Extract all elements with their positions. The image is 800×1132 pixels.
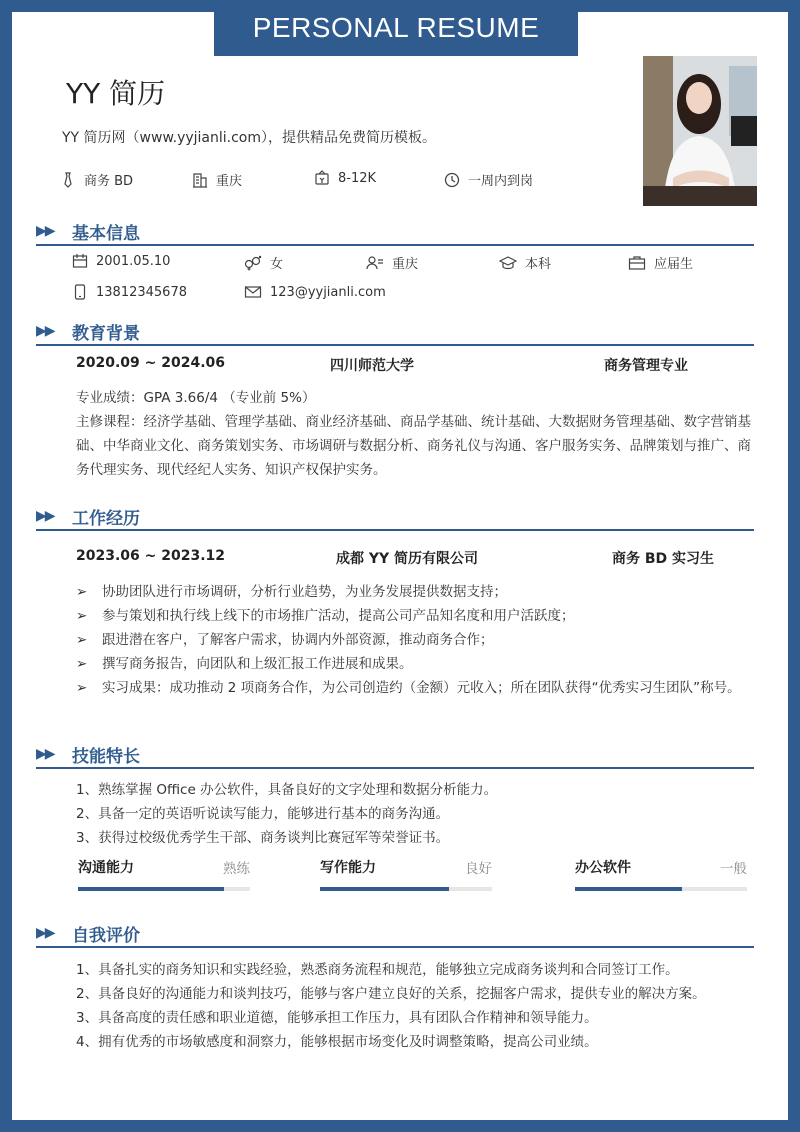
education-period: 2020.09 ~ 2024.06 bbox=[76, 355, 226, 371]
list-item: ➢ 跟进潜在客户，了解客户需求，协调内外部资源，推动商务合作； bbox=[76, 628, 752, 652]
resume-banner: PERSONAL RESUME bbox=[214, 0, 578, 56]
wallet-icon bbox=[314, 170, 330, 186]
section-arrows-icon: ▶▶ bbox=[36, 925, 54, 941]
section-self-title: 自我评价 bbox=[72, 925, 140, 946]
bullet-arrow-icon: ➢ bbox=[76, 632, 88, 648]
list-item: 4、拥有优秀的市场敏感度和洞察力，能够根据市场变化及时调整策略，提高公司业绩。 bbox=[76, 1034, 598, 1050]
meta-city-text: 重庆 bbox=[216, 174, 243, 189]
info-status-text: 应届生 bbox=[654, 257, 694, 272]
section-basic-info bbox=[36, 218, 754, 246]
work-role: 商务 BD 实习生 bbox=[612, 551, 715, 567]
section-skills bbox=[36, 741, 754, 769]
skill-level: 一般 bbox=[720, 861, 747, 877]
section-skills-title: 技能特长 bbox=[72, 746, 140, 767]
bullet-arrow-icon: ➢ bbox=[76, 584, 88, 600]
skill-fill bbox=[78, 887, 224, 891]
skill-level: 熟练 bbox=[223, 861, 250, 877]
meta-job bbox=[60, 170, 133, 189]
calendar-icon bbox=[72, 253, 88, 269]
skill-bar-office bbox=[575, 857, 747, 877]
info-gender-text: 女 bbox=[270, 257, 284, 272]
education-major: 商务管理专业 bbox=[604, 358, 688, 374]
section-arrows-icon: ▶▶ bbox=[36, 223, 54, 239]
info-location-text: 重庆 bbox=[392, 257, 419, 272]
list-item: 1、具备扎实的商务知识和实践经验，熟悉商务流程和规范，能够独立完成商务谈判和合同签订工作。 bbox=[76, 962, 679, 978]
gender-icon bbox=[244, 255, 262, 271]
skill-label: 写作能力 bbox=[320, 860, 376, 876]
clock-icon bbox=[444, 172, 460, 188]
education-school: 四川师范大学 bbox=[330, 358, 414, 374]
education-gpa: 专业成绩：GPA 3.66/4 （专业前 5%） bbox=[76, 390, 316, 406]
list-item: ➢ 协助团队进行市场调研，分析行业趋势，为业务发展提供数据支持； bbox=[76, 580, 752, 604]
mail-icon bbox=[244, 284, 262, 300]
portrait-illustration bbox=[643, 56, 757, 206]
phone-icon bbox=[72, 284, 88, 300]
building-icon bbox=[192, 172, 208, 188]
section-work-title: 工作经历 bbox=[72, 508, 140, 529]
list-item: ➢ 撰写商务报告，向团队和上级汇报工作进展和成果。 bbox=[76, 652, 752, 676]
list-item: 3、具备高度的责任感和职业道德，能够承担工作压力，具有团队合作精神和领导能力。 bbox=[76, 1010, 598, 1026]
skill-label: 沟通能力 bbox=[78, 860, 134, 876]
skill-label: 办公软件 bbox=[575, 860, 631, 876]
skill-bar-communication bbox=[78, 857, 250, 877]
skill-fill bbox=[320, 887, 449, 891]
section-work bbox=[36, 503, 754, 531]
info-gender bbox=[244, 253, 283, 272]
skill-bar-writing bbox=[320, 857, 492, 877]
meta-job-text: 商务 BD bbox=[84, 174, 134, 189]
section-education-title: 教育背景 bbox=[72, 323, 140, 344]
info-status bbox=[628, 253, 693, 272]
self-eval-list bbox=[76, 958, 756, 1054]
info-location bbox=[366, 253, 418, 272]
info-phone bbox=[72, 284, 187, 300]
skill-fill bbox=[575, 887, 682, 891]
work-company: 成都 YY 简历有限公司 bbox=[336, 551, 479, 567]
tie-icon bbox=[60, 172, 76, 188]
profile-photo bbox=[643, 56, 757, 206]
section-arrows-icon: ▶▶ bbox=[36, 508, 54, 524]
section-basic-title: 基本信息 bbox=[72, 223, 140, 244]
info-birth bbox=[72, 253, 170, 269]
meta-salary-text: 8-12K bbox=[338, 170, 377, 186]
info-email-text: 123@yyjianli.com bbox=[270, 284, 386, 300]
education-courses: 主修课程：经济学基础、管理学基础、商业经济基础、商品学基础、统计基础、大数据财务管理基础、数字营销基础、中华商业文化、商务策划实务、市场调研与数据分析、商务礼仪与沟通、客户服务实务、品牌策划与推广、商务代理实务、现代经纪人实务、知识产权保护实务。 bbox=[76, 414, 751, 478]
user-icon bbox=[366, 255, 384, 271]
bullet-arrow-icon: ➢ bbox=[76, 608, 88, 624]
work-bullet-list bbox=[76, 580, 752, 700]
skills-list bbox=[76, 778, 756, 850]
work-period: 2023.06 ~ 2023.12 bbox=[76, 548, 226, 564]
meta-availability-text: 一周内到岗 bbox=[468, 174, 534, 189]
candidate-name: YY 简历 bbox=[66, 77, 166, 110]
info-email bbox=[244, 284, 386, 300]
section-arrows-icon: ▶▶ bbox=[36, 746, 54, 762]
list-item: ➢ 参与策划和执行线上线下的市场推广活动，提高公司产品知名度和用户活跃度； bbox=[76, 604, 752, 628]
info-degree bbox=[499, 253, 551, 272]
list-item: 2、具备良好的沟通能力和谈判技巧，能够与客户建立良好的关系，挖掘客户需求，提供专业的解决方案。 bbox=[76, 986, 706, 1002]
meta-availability bbox=[444, 170, 533, 189]
section-education bbox=[36, 318, 754, 346]
list-item: ➢ 实习成果：成功推动 2 项商务合作，为公司创造约（金额）元收入；所在团队获得“优秀实习生团队”称号。 bbox=[76, 676, 752, 700]
skill-level: 良好 bbox=[465, 861, 492, 877]
briefcase-icon bbox=[628, 255, 646, 271]
section-self-eval bbox=[36, 920, 754, 948]
bullet-arrow-icon: ➢ bbox=[76, 680, 88, 696]
meta-salary bbox=[314, 170, 376, 186]
intro-line: YY 简历网（www.yyjianli.com），提供精品免费简历模板。 bbox=[62, 130, 436, 146]
graduation-cap-icon bbox=[499, 255, 517, 271]
list-item: 3、获得过校级优秀学生干部、商务谈判比赛冠军等荣誉证书。 bbox=[76, 830, 450, 846]
info-phone-text: 13812345678 bbox=[96, 284, 187, 300]
list-item: 2、具备一定的英语听说读写能力，能够进行基本的商务沟通。 bbox=[76, 806, 450, 822]
bullet-arrow-icon: ➢ bbox=[76, 656, 88, 672]
info-degree-text: 本科 bbox=[525, 257, 552, 272]
list-item: 1、熟练掌握 Office 办公软件，具备良好的文字处理和数据分析能力。 bbox=[76, 782, 498, 798]
section-arrows-icon: ▶▶ bbox=[36, 323, 54, 339]
info-birth-text: 2001.05.10 bbox=[96, 253, 171, 269]
meta-city bbox=[192, 170, 242, 189]
